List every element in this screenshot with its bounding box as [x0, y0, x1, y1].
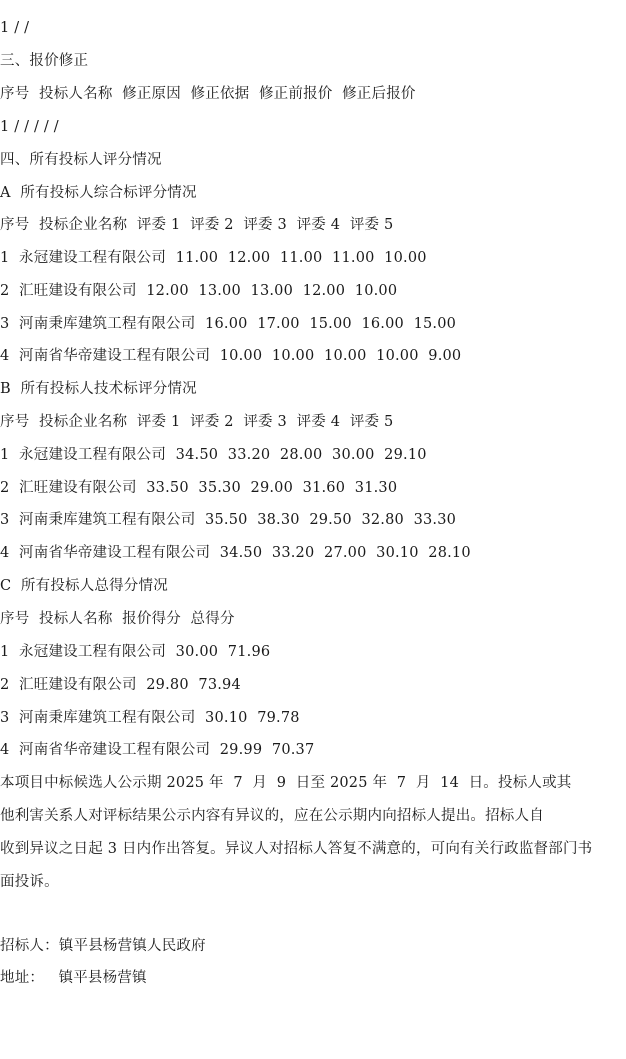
table-header: 序号 投标人名称 修正原因 修正依据 修正前报价 修正后报价	[0, 86, 416, 102]
table-row: 1 永冠建设工程有限公司 34.50 33.20 28.00 30.00 29.10	[0, 447, 427, 463]
section-heading: 三、报价修正	[0, 53, 89, 69]
table-row: 3 河南秉库建筑工程有限公司 16.00 17.00 15.00 16.00 15.00	[0, 316, 457, 332]
table-row: 1 永冠建设工程有限公司 30.00 71.96	[0, 644, 271, 660]
notice-paragraph: 本项目中标候选人公示期 2025 年 7 月 9 日至 2025 年 7 月 14 日。投标人或其	[0, 775, 572, 791]
table-row: 3 河南秉库建筑工程有限公司 30.10 79.78	[0, 710, 300, 726]
text-line: 1 / /	[0, 20, 30, 36]
subsection-heading: B 所有投标人技术标评分情况	[0, 381, 197, 397]
notice-paragraph: 面投诉。	[0, 874, 59, 890]
tenderer-address: 地址： 镇平县杨营镇	[0, 970, 147, 986]
table-row: 4 河南省华帝建设工程有限公司 10.00 10.00 10.00 10.00 9.00	[0, 348, 462, 364]
table-header: 序号 投标企业名称 评委 1 评委 2 评委 3 评委 4 评委 5	[0, 414, 394, 430]
table-row: 1 永冠建设工程有限公司 11.00 12.00 11.00 11.00 10.00	[0, 250, 427, 266]
section-heading: 四、所有投标人评分情况	[0, 152, 162, 168]
notice-paragraph: 收到异议之日起 3 日内作出答复。异议人对招标人答复不满意的，可向有关行政监督部门书	[0, 841, 593, 857]
table-row: 1 / / / / /	[0, 119, 59, 135]
tenderer-name: 招标人：镇平县杨营镇人民政府	[0, 938, 206, 954]
table-row: 2 汇旺建设有限公司 12.00 13.00 13.00 12.00 10.00	[0, 283, 398, 299]
subsection-heading: A 所有投标人综合标评分情况	[0, 185, 197, 201]
table-row: 2 汇旺建设有限公司 29.80 73.94	[0, 677, 241, 693]
subsection-heading: C 所有投标人总得分情况	[0, 578, 168, 594]
notice-paragraph: 他利害关系人对评标结果公示内容有异议的，应在公示期内向招标人提出。招标人自	[0, 808, 544, 824]
table-row: 3 河南秉库建筑工程有限公司 35.50 38.30 29.50 32.80 33.30	[0, 512, 457, 528]
table-header: 序号 投标人名称 报价得分 总得分	[0, 611, 235, 627]
table-header: 序号 投标企业名称 评委 1 评委 2 评委 3 评委 4 评委 5	[0, 217, 394, 233]
table-row: 2 汇旺建设有限公司 33.50 35.30 29.00 31.60 31.30	[0, 480, 398, 496]
table-row: 4 河南省华帝建设工程有限公司 34.50 33.20 27.00 30.10 28.10	[0, 545, 471, 561]
table-row: 4 河南省华帝建设工程有限公司 29.99 70.37	[0, 742, 315, 758]
